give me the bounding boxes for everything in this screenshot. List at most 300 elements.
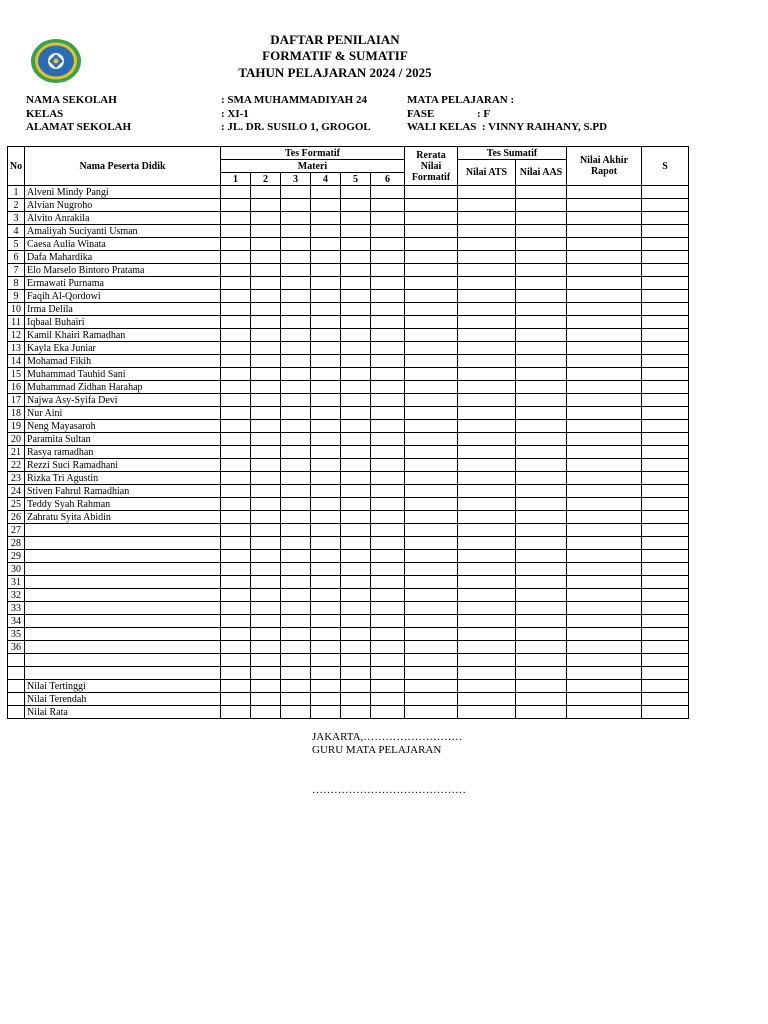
score-cell[interactable] (516, 602, 567, 615)
score-cell[interactable] (642, 446, 689, 459)
score-cell[interactable] (341, 654, 371, 667)
score-cell[interactable] (221, 706, 251, 719)
score-cell[interactable] (281, 264, 311, 277)
score-cell[interactable] (405, 654, 458, 667)
score-cell[interactable] (341, 472, 371, 485)
score-cell[interactable] (251, 693, 281, 706)
score-cell[interactable] (642, 680, 689, 693)
score-cell[interactable] (371, 524, 405, 537)
score-cell[interactable] (311, 303, 341, 316)
score-cell[interactable] (405, 472, 458, 485)
score-cell[interactable] (516, 316, 567, 329)
score-cell[interactable] (221, 576, 251, 589)
score-cell[interactable] (458, 498, 516, 511)
score-cell[interactable] (567, 394, 642, 407)
score-cell[interactable] (311, 576, 341, 589)
score-cell[interactable] (281, 199, 311, 212)
score-cell[interactable] (516, 550, 567, 563)
score-cell[interactable] (405, 394, 458, 407)
score-cell[interactable] (567, 368, 642, 381)
score-cell[interactable] (341, 420, 371, 433)
score-cell[interactable] (281, 251, 311, 264)
score-cell[interactable] (251, 433, 281, 446)
score-cell[interactable] (458, 641, 516, 654)
score-cell[interactable] (221, 316, 251, 329)
score-cell[interactable] (642, 290, 689, 303)
score-cell[interactable] (221, 550, 251, 563)
score-cell[interactable] (516, 264, 567, 277)
score-cell[interactable] (405, 667, 458, 680)
score-cell[interactable] (341, 550, 371, 563)
score-cell[interactable] (516, 615, 567, 628)
score-cell[interactable] (281, 628, 311, 641)
score-cell[interactable] (458, 225, 516, 238)
score-cell[interactable] (642, 550, 689, 563)
score-cell[interactable] (221, 537, 251, 550)
score-cell[interactable] (405, 251, 458, 264)
score-cell[interactable] (371, 706, 405, 719)
score-cell[interactable] (458, 667, 516, 680)
score-cell[interactable] (281, 693, 311, 706)
score-cell[interactable] (311, 199, 341, 212)
score-cell[interactable] (458, 290, 516, 303)
score-cell[interactable] (567, 615, 642, 628)
score-cell[interactable] (341, 251, 371, 264)
score-cell[interactable] (405, 186, 458, 199)
score-cell[interactable] (458, 277, 516, 290)
score-cell[interactable] (281, 550, 311, 563)
score-cell[interactable] (405, 485, 458, 498)
score-cell[interactable] (567, 199, 642, 212)
score-cell[interactable] (458, 472, 516, 485)
score-cell[interactable] (341, 199, 371, 212)
score-cell[interactable] (281, 537, 311, 550)
score-cell[interactable] (405, 498, 458, 511)
score-cell[interactable] (405, 433, 458, 446)
score-cell[interactable] (221, 199, 251, 212)
score-cell[interactable] (371, 511, 405, 524)
score-cell[interactable] (516, 628, 567, 641)
score-cell[interactable] (341, 485, 371, 498)
score-cell[interactable] (405, 329, 458, 342)
score-cell[interactable] (281, 277, 311, 290)
score-cell[interactable] (371, 628, 405, 641)
score-cell[interactable] (405, 199, 458, 212)
score-cell[interactable] (458, 368, 516, 381)
score-cell[interactable] (251, 199, 281, 212)
score-cell[interactable] (516, 680, 567, 693)
score-cell[interactable] (405, 303, 458, 316)
score-cell[interactable] (221, 511, 251, 524)
score-cell[interactable] (642, 641, 689, 654)
score-cell[interactable] (642, 667, 689, 680)
score-cell[interactable] (405, 264, 458, 277)
score-cell[interactable] (371, 667, 405, 680)
score-cell[interactable] (567, 459, 642, 472)
score-cell[interactable] (516, 511, 567, 524)
score-cell[interactable] (516, 706, 567, 719)
score-cell[interactable] (281, 563, 311, 576)
score-cell[interactable] (567, 251, 642, 264)
score-cell[interactable] (221, 563, 251, 576)
score-cell[interactable] (371, 277, 405, 290)
score-cell[interactable] (405, 563, 458, 576)
score-cell[interactable] (371, 537, 405, 550)
score-cell[interactable] (516, 355, 567, 368)
score-cell[interactable] (458, 355, 516, 368)
score-cell[interactable] (251, 342, 281, 355)
score-cell[interactable] (642, 355, 689, 368)
score-cell[interactable] (341, 628, 371, 641)
score-cell[interactable] (642, 329, 689, 342)
score-cell[interactable] (458, 264, 516, 277)
score-cell[interactable] (311, 706, 341, 719)
score-cell[interactable] (371, 602, 405, 615)
score-cell[interactable] (642, 251, 689, 264)
score-cell[interactable] (567, 680, 642, 693)
score-cell[interactable] (221, 238, 251, 251)
score-cell[interactable] (281, 355, 311, 368)
score-cell[interactable] (281, 212, 311, 225)
score-cell[interactable] (516, 641, 567, 654)
score-cell[interactable] (405, 290, 458, 303)
score-cell[interactable] (281, 316, 311, 329)
score-cell[interactable] (371, 368, 405, 381)
score-cell[interactable] (567, 537, 642, 550)
score-cell[interactable] (221, 459, 251, 472)
score-cell[interactable] (458, 693, 516, 706)
score-cell[interactable] (371, 576, 405, 589)
score-cell[interactable] (311, 628, 341, 641)
score-cell[interactable] (281, 329, 311, 342)
score-cell[interactable] (341, 368, 371, 381)
score-cell[interactable] (567, 433, 642, 446)
score-cell[interactable] (221, 472, 251, 485)
score-cell[interactable] (567, 485, 642, 498)
score-cell[interactable] (311, 212, 341, 225)
score-cell[interactable] (405, 420, 458, 433)
score-cell[interactable] (251, 186, 281, 199)
score-cell[interactable] (251, 550, 281, 563)
score-cell[interactable] (251, 420, 281, 433)
score-cell[interactable] (311, 485, 341, 498)
score-cell[interactable] (405, 342, 458, 355)
score-cell[interactable] (251, 485, 281, 498)
score-cell[interactable] (405, 225, 458, 238)
score-cell[interactable] (221, 524, 251, 537)
score-cell[interactable] (221, 615, 251, 628)
score-cell[interactable] (311, 589, 341, 602)
score-cell[interactable] (371, 329, 405, 342)
score-cell[interactable] (251, 290, 281, 303)
score-cell[interactable] (458, 381, 516, 394)
score-cell[interactable] (458, 316, 516, 329)
score-cell[interactable] (458, 615, 516, 628)
score-cell[interactable] (642, 524, 689, 537)
score-cell[interactable] (371, 186, 405, 199)
score-cell[interactable] (642, 264, 689, 277)
score-cell[interactable] (516, 277, 567, 290)
score-cell[interactable] (642, 706, 689, 719)
score-cell[interactable] (642, 186, 689, 199)
score-cell[interactable] (567, 420, 642, 433)
score-cell[interactable] (281, 472, 311, 485)
score-cell[interactable] (458, 628, 516, 641)
score-cell[interactable] (371, 316, 405, 329)
score-cell[interactable] (251, 407, 281, 420)
score-cell[interactable] (311, 615, 341, 628)
score-cell[interactable] (341, 212, 371, 225)
score-cell[interactable] (341, 693, 371, 706)
score-cell[interactable] (251, 394, 281, 407)
score-cell[interactable] (567, 446, 642, 459)
score-cell[interactable] (567, 277, 642, 290)
score-cell[interactable] (221, 251, 251, 264)
score-cell[interactable] (567, 381, 642, 394)
score-cell[interactable] (311, 238, 341, 251)
score-cell[interactable] (642, 511, 689, 524)
score-cell[interactable] (567, 225, 642, 238)
score-cell[interactable] (341, 680, 371, 693)
score-cell[interactable] (311, 524, 341, 537)
score-cell[interactable] (642, 472, 689, 485)
score-cell[interactable] (371, 420, 405, 433)
score-cell[interactable] (516, 329, 567, 342)
score-cell[interactable] (405, 550, 458, 563)
score-cell[interactable] (221, 303, 251, 316)
score-cell[interactable] (405, 446, 458, 459)
score-cell[interactable] (311, 186, 341, 199)
score-cell[interactable] (458, 589, 516, 602)
score-cell[interactable] (458, 706, 516, 719)
score-cell[interactable] (458, 303, 516, 316)
score-cell[interactable] (458, 394, 516, 407)
score-cell[interactable] (251, 472, 281, 485)
score-cell[interactable] (371, 199, 405, 212)
score-cell[interactable] (567, 407, 642, 420)
score-cell[interactable] (458, 511, 516, 524)
score-cell[interactable] (405, 368, 458, 381)
score-cell[interactable] (458, 550, 516, 563)
score-cell[interactable] (458, 563, 516, 576)
score-cell[interactable] (567, 290, 642, 303)
score-cell[interactable] (341, 537, 371, 550)
score-cell[interactable] (458, 251, 516, 264)
score-cell[interactable] (371, 563, 405, 576)
score-cell[interactable] (341, 602, 371, 615)
score-cell[interactable] (642, 615, 689, 628)
score-cell[interactable] (251, 537, 281, 550)
score-cell[interactable] (221, 277, 251, 290)
score-cell[interactable] (281, 654, 311, 667)
score-cell[interactable] (221, 407, 251, 420)
score-cell[interactable] (221, 355, 251, 368)
score-cell[interactable] (405, 511, 458, 524)
score-cell[interactable] (371, 550, 405, 563)
score-cell[interactable] (371, 251, 405, 264)
score-cell[interactable] (405, 316, 458, 329)
score-cell[interactable] (371, 472, 405, 485)
score-cell[interactable] (281, 303, 311, 316)
score-cell[interactable] (311, 641, 341, 654)
score-cell[interactable] (642, 381, 689, 394)
score-cell[interactable] (567, 602, 642, 615)
score-cell[interactable] (311, 602, 341, 615)
score-cell[interactable] (567, 628, 642, 641)
score-cell[interactable] (516, 186, 567, 199)
score-cell[interactable] (281, 238, 311, 251)
score-cell[interactable] (371, 693, 405, 706)
score-cell[interactable] (567, 186, 642, 199)
score-cell[interactable] (567, 264, 642, 277)
score-cell[interactable] (458, 433, 516, 446)
score-cell[interactable] (311, 277, 341, 290)
score-cell[interactable] (458, 329, 516, 342)
score-cell[interactable] (281, 446, 311, 459)
score-cell[interactable] (311, 290, 341, 303)
score-cell[interactable] (251, 706, 281, 719)
score-cell[interactable] (642, 498, 689, 511)
score-cell[interactable] (371, 680, 405, 693)
score-cell[interactable] (567, 563, 642, 576)
score-cell[interactable] (371, 355, 405, 368)
score-cell[interactable] (642, 225, 689, 238)
score-cell[interactable] (281, 290, 311, 303)
score-cell[interactable] (251, 251, 281, 264)
score-cell[interactable] (405, 524, 458, 537)
score-cell[interactable] (281, 641, 311, 654)
score-cell[interactable] (221, 680, 251, 693)
score-cell[interactable] (567, 355, 642, 368)
score-cell[interactable] (458, 485, 516, 498)
score-cell[interactable] (341, 381, 371, 394)
score-cell[interactable] (251, 524, 281, 537)
score-cell[interactable] (251, 576, 281, 589)
score-cell[interactable] (221, 498, 251, 511)
score-cell[interactable] (221, 602, 251, 615)
score-cell[interactable] (516, 212, 567, 225)
score-cell[interactable] (251, 446, 281, 459)
score-cell[interactable] (341, 394, 371, 407)
score-cell[interactable] (251, 264, 281, 277)
score-cell[interactable] (371, 394, 405, 407)
score-cell[interactable] (458, 199, 516, 212)
score-cell[interactable] (311, 264, 341, 277)
score-cell[interactable] (567, 524, 642, 537)
score-cell[interactable] (311, 342, 341, 355)
score-cell[interactable] (642, 303, 689, 316)
score-cell[interactable] (516, 693, 567, 706)
score-cell[interactable] (642, 368, 689, 381)
score-cell[interactable] (405, 212, 458, 225)
score-cell[interactable] (281, 433, 311, 446)
score-cell[interactable] (371, 225, 405, 238)
score-cell[interactable] (458, 186, 516, 199)
score-cell[interactable] (251, 303, 281, 316)
score-cell[interactable] (405, 628, 458, 641)
score-cell[interactable] (371, 433, 405, 446)
score-cell[interactable] (251, 654, 281, 667)
score-cell[interactable] (371, 589, 405, 602)
score-cell[interactable] (642, 212, 689, 225)
score-cell[interactable] (567, 511, 642, 524)
score-cell[interactable] (371, 342, 405, 355)
score-cell[interactable] (311, 680, 341, 693)
score-cell[interactable] (341, 667, 371, 680)
score-cell[interactable] (221, 394, 251, 407)
score-cell[interactable] (567, 693, 642, 706)
score-cell[interactable] (405, 277, 458, 290)
score-cell[interactable] (251, 277, 281, 290)
score-cell[interactable] (516, 394, 567, 407)
score-cell[interactable] (405, 589, 458, 602)
score-cell[interactable] (251, 511, 281, 524)
score-cell[interactable] (516, 576, 567, 589)
score-cell[interactable] (221, 290, 251, 303)
score-cell[interactable] (341, 290, 371, 303)
score-cell[interactable] (642, 277, 689, 290)
score-cell[interactable] (405, 576, 458, 589)
score-cell[interactable] (516, 381, 567, 394)
score-cell[interactable] (371, 485, 405, 498)
score-cell[interactable] (516, 537, 567, 550)
score-cell[interactable] (567, 342, 642, 355)
score-cell[interactable] (311, 394, 341, 407)
score-cell[interactable] (405, 680, 458, 693)
score-cell[interactable] (311, 498, 341, 511)
score-cell[interactable] (251, 498, 281, 511)
score-cell[interactable] (405, 459, 458, 472)
score-cell[interactable] (642, 576, 689, 589)
score-cell[interactable] (281, 485, 311, 498)
score-cell[interactable] (251, 355, 281, 368)
score-cell[interactable] (458, 446, 516, 459)
score-cell[interactable] (341, 524, 371, 537)
score-cell[interactable] (405, 238, 458, 251)
score-cell[interactable] (458, 459, 516, 472)
score-cell[interactable] (251, 641, 281, 654)
score-cell[interactable] (458, 342, 516, 355)
score-cell[interactable] (341, 329, 371, 342)
score-cell[interactable] (281, 459, 311, 472)
score-cell[interactable] (516, 225, 567, 238)
score-cell[interactable] (371, 212, 405, 225)
score-cell[interactable] (341, 511, 371, 524)
score-cell[interactable] (567, 238, 642, 251)
score-cell[interactable] (516, 498, 567, 511)
score-cell[interactable] (341, 316, 371, 329)
score-cell[interactable] (221, 433, 251, 446)
score-cell[interactable] (311, 368, 341, 381)
score-cell[interactable] (405, 407, 458, 420)
score-cell[interactable] (251, 212, 281, 225)
score-cell[interactable] (311, 329, 341, 342)
score-cell[interactable] (281, 342, 311, 355)
score-cell[interactable] (516, 433, 567, 446)
score-cell[interactable] (251, 615, 281, 628)
score-cell[interactable] (567, 706, 642, 719)
score-cell[interactable] (341, 342, 371, 355)
score-cell[interactable] (405, 641, 458, 654)
score-cell[interactable] (341, 238, 371, 251)
score-cell[interactable] (642, 420, 689, 433)
score-cell[interactable] (311, 472, 341, 485)
score-cell[interactable] (221, 264, 251, 277)
score-cell[interactable] (516, 238, 567, 251)
score-cell[interactable] (567, 303, 642, 316)
score-cell[interactable] (251, 628, 281, 641)
score-cell[interactable] (642, 602, 689, 615)
